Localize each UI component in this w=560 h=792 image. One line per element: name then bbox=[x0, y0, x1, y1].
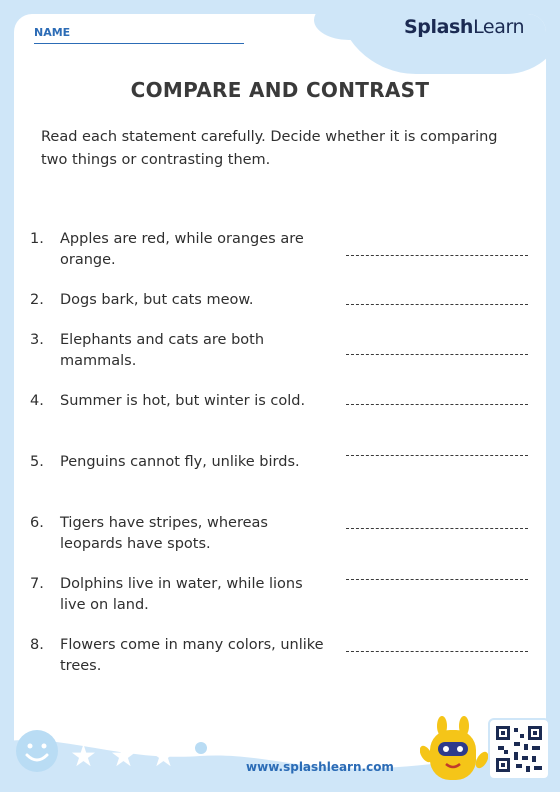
answer-blank[interactable] bbox=[346, 354, 528, 355]
instructions: Read each statement carefully. Decide whether it is comparing two things or contrasting them. bbox=[41, 129, 498, 168]
dot-decoration bbox=[195, 742, 207, 754]
question-number: 4. bbox=[30, 393, 44, 409]
splashlearn-logo bbox=[404, 16, 524, 38]
dot-decoration bbox=[375, 40, 381, 46]
star-icon: ★ bbox=[150, 739, 177, 774]
answer-blank[interactable] bbox=[346, 528, 528, 529]
logo-bold-text: Splash bbox=[404, 16, 474, 38]
question-text: Elephants and cats are both mammals. bbox=[60, 332, 265, 369]
answer-blank[interactable] bbox=[346, 455, 528, 456]
question-text: Penguins cannot fly, unlike birds. bbox=[60, 454, 300, 470]
answer-blank[interactable] bbox=[346, 304, 528, 305]
name-label: NAME bbox=[34, 26, 71, 39]
question-number: 3. bbox=[30, 332, 44, 348]
question-number: 1. bbox=[30, 231, 44, 247]
answer-blank[interactable] bbox=[346, 255, 528, 256]
answer-blank[interactable] bbox=[346, 404, 528, 405]
question-text: Dogs bark, but cats meow. bbox=[60, 292, 254, 308]
answer-blank[interactable] bbox=[346, 579, 528, 580]
question-text: Tigers have stripes, whereas leopards have spots. bbox=[60, 515, 268, 552]
footer-url[interactable]: www.splashlearn.com bbox=[246, 760, 394, 774]
dot-decoration bbox=[355, 26, 365, 36]
question-number: 2. bbox=[30, 292, 44, 308]
page-title: COMPARE AND CONTRAST bbox=[130, 78, 430, 102]
question-text: Apples are red, while oranges are orange. bbox=[60, 231, 304, 268]
question-number: 7. bbox=[30, 576, 44, 592]
question-number: 6. bbox=[30, 515, 44, 531]
mascot-character bbox=[420, 716, 492, 786]
question-number: 5. bbox=[30, 454, 44, 470]
answer-blank[interactable] bbox=[346, 651, 528, 652]
question-text: Flowers come in many colors, unlike trees. bbox=[60, 637, 324, 674]
logo-light-text: Learn bbox=[473, 16, 525, 38]
name-field-line[interactable] bbox=[34, 43, 244, 44]
star-icon: ★ bbox=[70, 739, 97, 774]
question-text: Summer is hot, but winter is cold. bbox=[60, 393, 306, 409]
question-text: Dolphins live in water, while lions live on land. bbox=[60, 576, 303, 613]
question-number: 8. bbox=[30, 637, 44, 653]
qr-code[interactable] bbox=[488, 718, 550, 780]
star-icon: ★ bbox=[110, 739, 137, 774]
